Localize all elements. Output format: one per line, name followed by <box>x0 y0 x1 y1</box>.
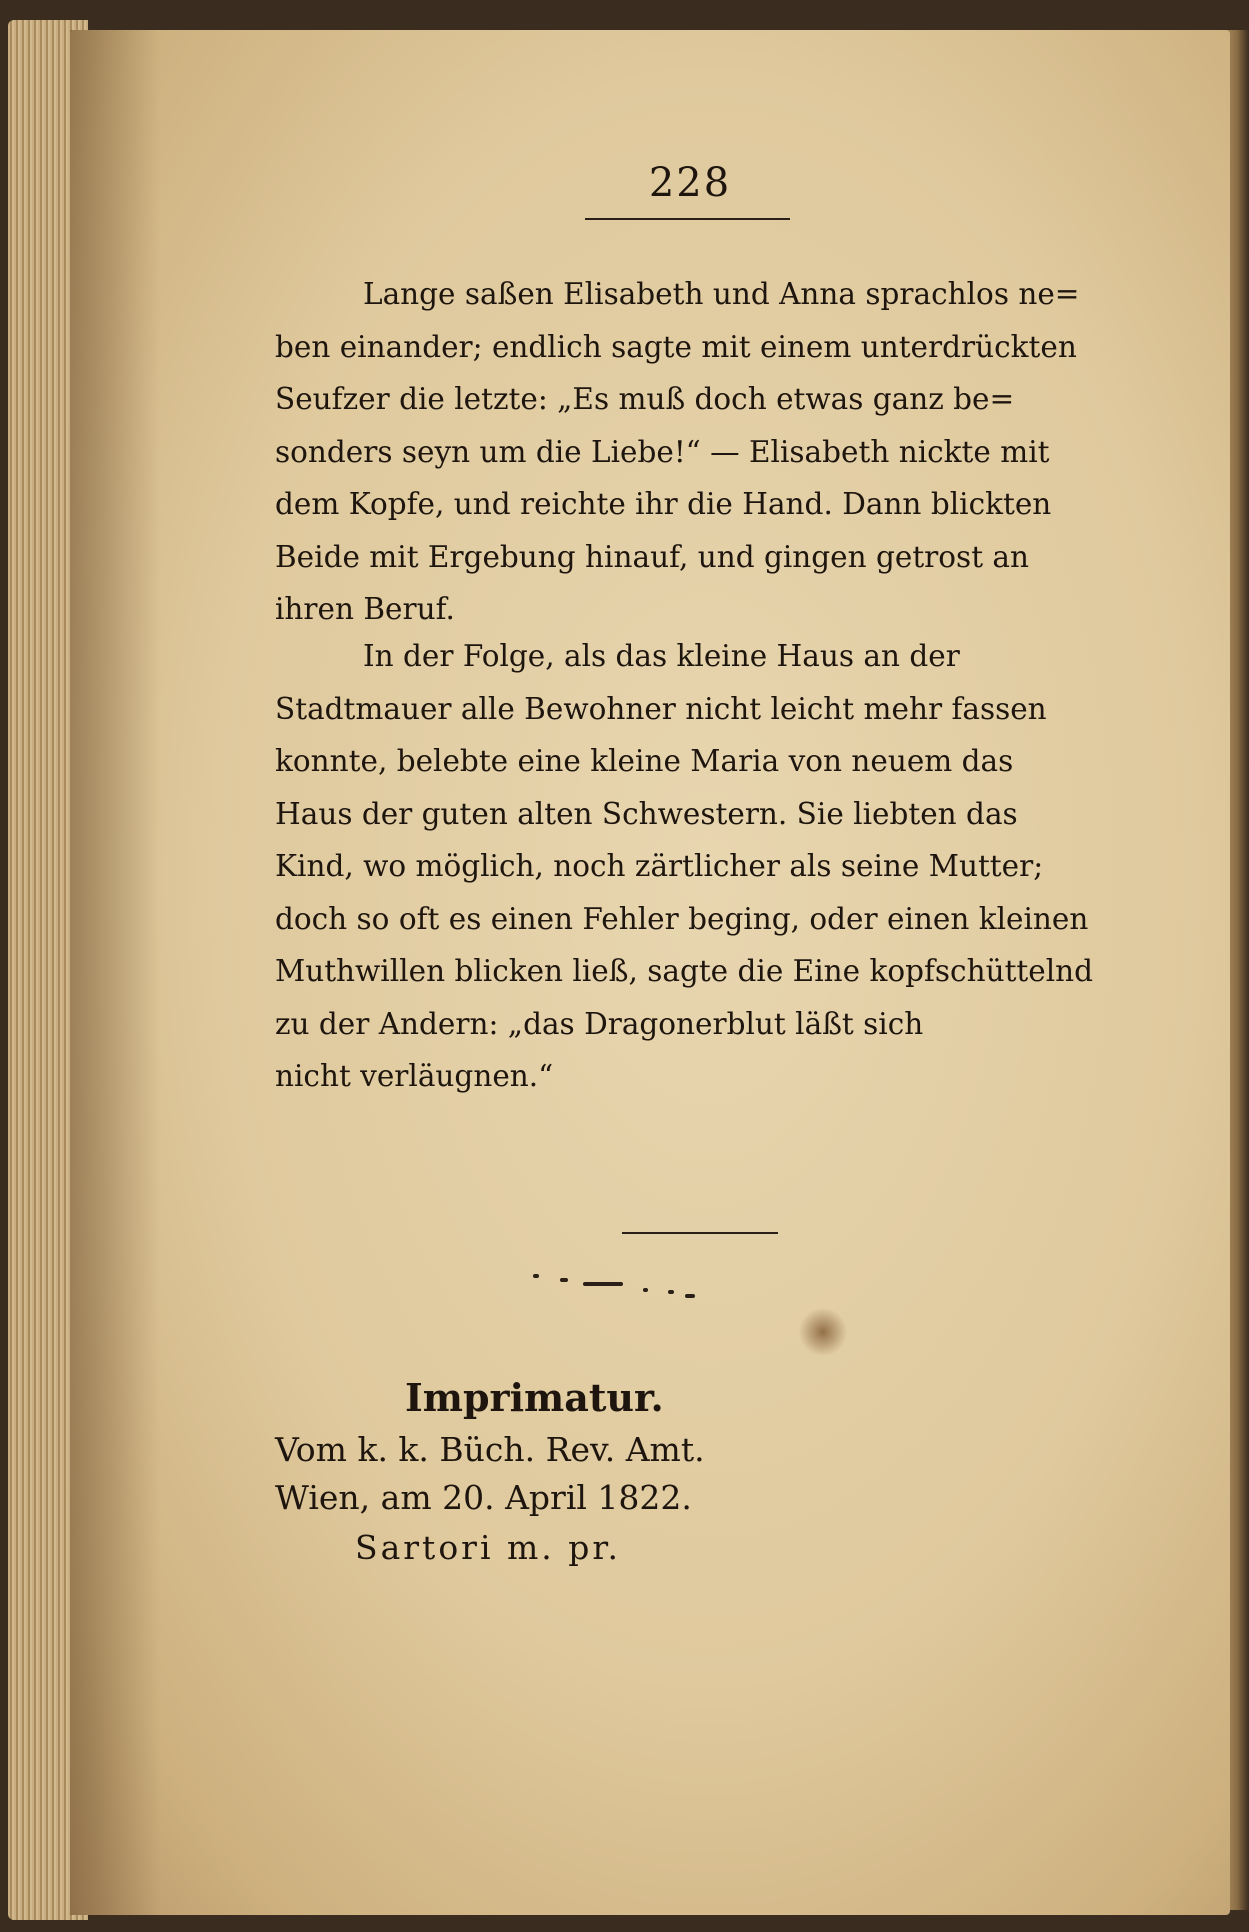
paragraph-line: sonders seyn um die Liebe!“ — Elisabeth nickte mit <box>275 434 1050 469</box>
gutter-shadow <box>70 30 160 1915</box>
paragraph-line: Stadtmauer alle Bewohner nicht leicht mehr fassen <box>275 691 1047 726</box>
paragraph-line: ben einander; endlich sagte mit einem unterdrückten <box>275 329 1077 364</box>
paragraph-line: doch so oft es einen Fehler beging, oder einen kleinen <box>275 901 1089 936</box>
end-rule <box>622 1232 778 1234</box>
paper-stain <box>798 1308 848 1356</box>
paragraph-line: Seufzer die letzte: „Es muß doch etwas ganz be= <box>275 382 1015 416</box>
paragraph-1 <box>275 268 1095 636</box>
paragraph-line: ihren Beruf. <box>275 592 455 626</box>
paragraph-line: konnte, belebte eine kleine Maria von neuem das <box>275 744 1014 778</box>
paragraph-line: Lange saßen Elisabeth und Anna sprachlos ne= <box>363 277 1080 311</box>
paragraph-line: nicht verläugnen.“ <box>275 1059 554 1093</box>
imprimatur-title: Imprimatur. <box>405 1375 664 1420</box>
paragraph-line: dem Kopfe, und reichte ihr die Hand. Dann blickten <box>275 487 1052 521</box>
page-number: 228 <box>648 160 732 206</box>
paragraph-line: Muthwillen blicken ließ, sagte die Eine kopfschüttelnd <box>275 954 1094 988</box>
paragraph-line: Beide mit Ergebung hinauf, und gingen getrost an <box>275 539 1030 574</box>
imprimatur-signature: Sartori m. pr. <box>355 1528 622 1567</box>
header-rule <box>585 218 790 220</box>
paragraph-line: zu der Andern: „das Dragonerblut läßt sich <box>275 1006 924 1041</box>
imprimatur-date: Wien, am 20. April 1822. <box>275 1478 692 1517</box>
imprimatur-office: Vom k. k. Büch. Rev. Amt. <box>275 1430 705 1469</box>
paragraph-line: Haus der guten alten Schwestern. Sie liebten das <box>275 796 1018 831</box>
paragraph-line: Kind, wo möglich, noch zärtlicher als seine Mutter; <box>275 849 1044 883</box>
paragraph-2 <box>275 630 1095 1103</box>
paragraph-line: In der Folge, als das kleine Haus an der <box>363 639 960 673</box>
